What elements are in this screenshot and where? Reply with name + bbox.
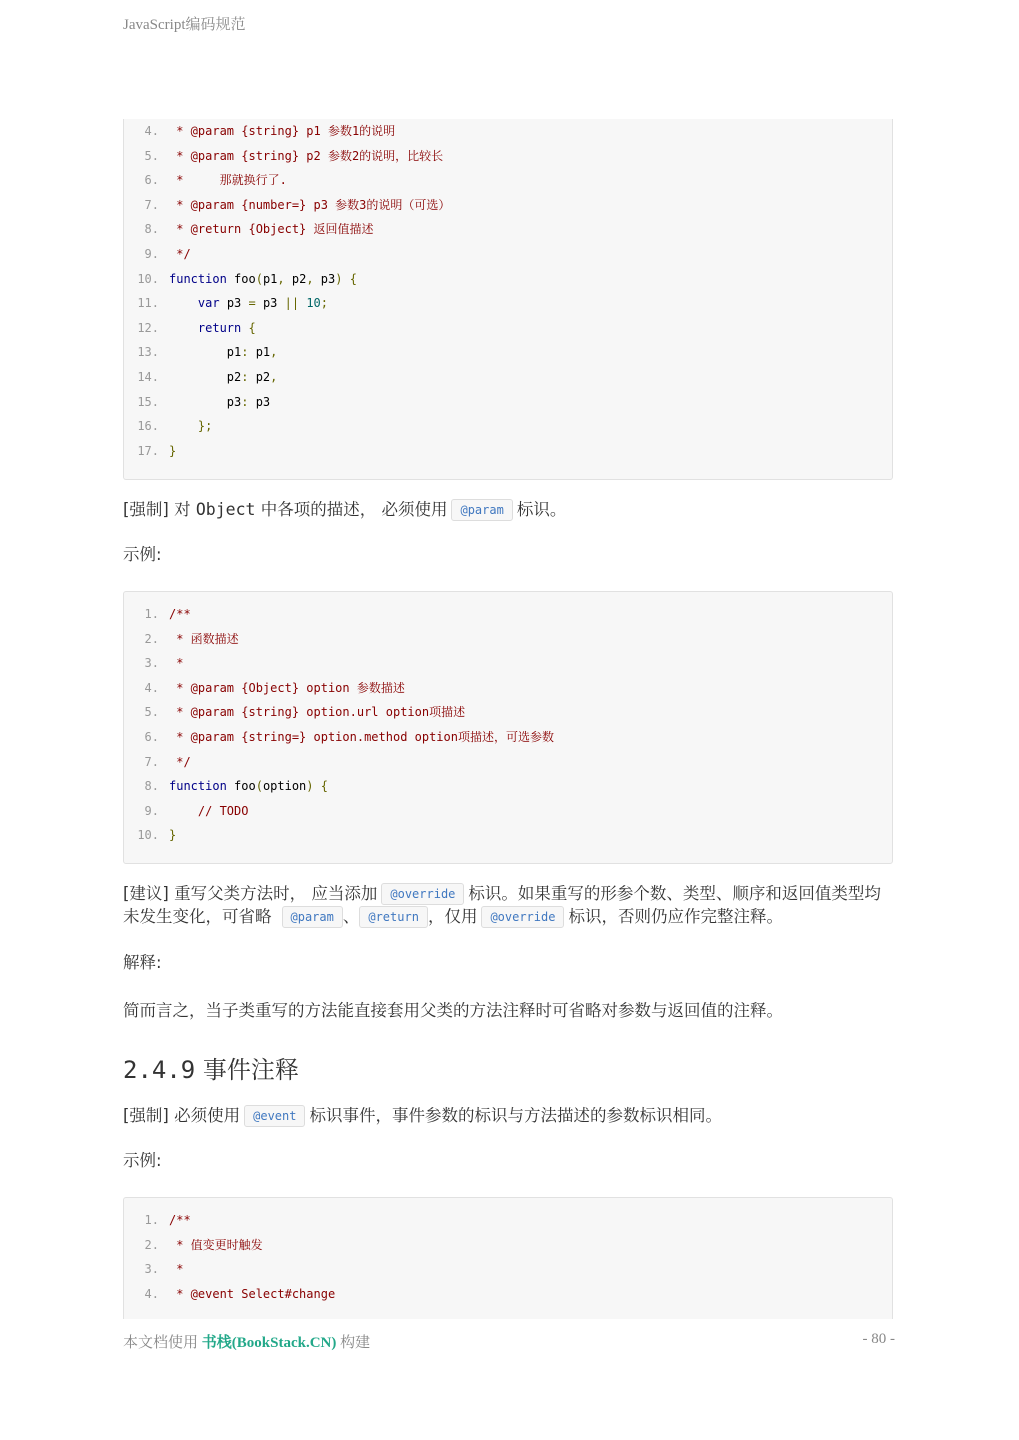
page-header: JavaScript编码规范 [123,17,246,33]
code-token: } [169,828,177,843]
code-text [169,119,395,144]
rule-object-middle: 中各项的描述， 必须使用 [255,500,448,519]
code-token: * 值变更时触发 [169,1237,263,1252]
code-text [169,1208,191,1233]
line-number: 14. [137,369,159,384]
code-text [169,602,191,627]
code-token [241,321,248,335]
code-line [124,774,892,799]
code-token: * @param {string} p1 参数1的说明 [169,124,396,138]
code-token: : [241,369,249,384]
line-number: 4. [144,1286,159,1301]
code-token [169,296,198,310]
code-line [124,1233,892,1258]
code-token: , [270,369,278,384]
param-tag: @param [282,906,343,928]
code-line [124,291,892,316]
code-line [124,414,892,439]
code-line [124,242,892,267]
code-block-event [123,1197,893,1319]
code-token: * [169,656,184,671]
line-number: 9. [144,246,159,261]
line-number: 6. [144,729,159,744]
code-token: } [169,443,177,458]
code-text [169,799,248,824]
code-text [169,291,328,316]
code-token: foo [226,779,256,794]
code-token: || [284,296,300,311]
code-text [169,750,191,775]
code-token: /** [169,1213,191,1227]
line-number: 6. [144,173,159,188]
rule-override [123,882,895,928]
rule-object-word: Object [195,500,256,519]
code-token: * @param {number=} p3 参数3的说明（可选） [169,197,451,212]
code-token: { [248,320,256,335]
override-tag: @override [481,906,564,928]
code-token: ) [335,271,343,286]
footer-suffix: 构建 [336,1335,371,1351]
code-text [169,823,176,848]
line-number: 10. [137,271,159,286]
code-token: */ [169,246,191,261]
code-line [124,700,892,725]
code-token: return [197,320,242,335]
code-token: /** [169,607,191,621]
code-token: p1 [169,345,242,360]
code-token: , [306,271,314,286]
rule-override-suffix: 标识，否则仍应作完整注释。 [568,907,783,926]
code-line [124,1208,892,1233]
code-block-option-param [123,591,893,864]
line-number: 3. [144,656,159,671]
code-text [169,390,270,415]
code-text [169,267,357,292]
code-token: * @param {Object} option 参数描述 [169,680,405,695]
line-number: 4. [144,124,159,138]
code-token: p3 [313,271,336,286]
code-text [169,414,212,439]
code-token [169,419,198,433]
section-title: 事件注释 [202,1056,299,1084]
code-line [124,602,892,627]
code-token: foo [226,271,256,286]
code-token: var [197,296,220,311]
code-token: p2 [284,271,307,286]
code-token: ) [306,779,314,794]
code-token: ; [320,296,329,311]
code-line [124,750,892,775]
rule-object-suffix: 标识。 [516,500,567,519]
code-token: { [349,271,357,286]
return-tag: @return [359,906,428,928]
line-number: 17. [137,443,159,458]
code-line [124,365,892,390]
line-number: 7. [144,197,159,212]
code-token: p1 [248,345,271,360]
line-number: 12. [137,320,159,335]
rule-event [123,1104,895,1127]
code-line [124,316,892,341]
code-text [169,1257,183,1282]
code-text [169,365,277,390]
code-text [169,144,443,169]
code-text [169,1282,335,1307]
code-line [124,1257,892,1282]
rule-override-middle2: ，仅用 [427,907,478,926]
code-text [169,676,405,701]
line-number: 15. [137,394,159,409]
code-text [169,439,176,464]
code-line [124,119,892,144]
code-line [124,799,892,824]
footer-brand-link[interactable]: 书栈(BookStack.CN) [201,1335,337,1351]
section-number: 2.4.9 [123,1056,196,1084]
line-number: 9. [144,803,159,818]
code-token: ( [255,271,263,286]
code-token: function [169,779,227,794]
code-line [124,676,892,701]
code-token: function [169,271,227,286]
code-token: : [241,394,249,409]
code-text [169,193,450,218]
line-number: 8. [144,222,159,237]
code-line [124,651,892,676]
page-footer [123,1331,895,1352]
code-text [169,316,256,341]
override-tag: @override [381,883,464,905]
code-token: : [241,345,249,360]
code-token: * @param {string} p2 参数2的说明，比较长 [169,148,444,163]
code-token: p1 [262,271,278,286]
line-number: 13. [137,345,159,360]
code-token: p3 [248,394,271,409]
page-number: - 80 - [862,1331,895,1347]
code-text [169,700,465,725]
code-token: */ [169,754,191,769]
line-number: 4. [144,680,159,695]
code-text [169,217,374,242]
line-number: 3. [144,1262,159,1277]
code-token: p3 [255,296,285,311]
code-text [169,340,277,365]
code-block-function-params [123,119,893,480]
code-token: * 那就换行了. [169,173,287,188]
code-token: // TODO [197,803,249,818]
code-token: , [270,345,278,360]
example-label: 示例: [123,1151,162,1170]
code-token [169,321,198,335]
code-line [124,725,892,750]
code-token: p3 [169,394,242,409]
rule-override-separator: 、 [342,907,360,926]
line-number: 16. [137,419,159,434]
code-token [314,779,321,793]
code-line [124,340,892,365]
code-token: * 函数描述 [169,631,239,646]
code-line [124,267,892,292]
code-line [124,439,892,464]
line-number: 7. [144,754,159,769]
code-token: { [320,779,328,794]
line-number: 11. [137,296,159,311]
code-token: option [262,779,307,794]
rule-object-param [123,498,895,521]
event-tag: @event [244,1105,305,1127]
code-token: = [248,296,256,311]
code-token: * @param {string=} option.method option项描述，可选参数 [169,729,554,744]
code-text [169,774,328,799]
code-line [124,193,892,218]
code-token: * @return {Object} 返回值描述 [169,222,374,237]
code-text [169,1233,263,1258]
rule-override-prefix: [建议] 重写父类方法时， 应当添加 [123,884,378,903]
line-number: 2. [144,1237,159,1252]
explain-label: 解释: [123,953,162,972]
example-label: 示例: [123,545,162,564]
line-number: 5. [144,148,159,163]
code-line [124,823,892,848]
code-token [169,804,198,818]
code-line [124,217,892,242]
footer-prefix: 本文档使用 [123,1335,202,1351]
code-line [124,390,892,415]
line-number: 2. [144,631,159,646]
code-line [124,144,892,169]
code-token [342,272,349,286]
code-token: * @event Select#change [169,1286,336,1301]
code-token: ( [255,779,263,794]
line-number: 10. [137,828,159,843]
code-text [169,651,183,676]
code-text [169,168,287,193]
line-number: 1. [144,1213,159,1227]
rule-override-middle: 标识。如果重写的形参个数、类型、顺序和返回值类型均未发生变化，可省略 [123,884,881,926]
code-text [169,242,191,267]
line-number: 5. [144,705,159,720]
rule-object-prefix: [强制] 对 [123,500,196,519]
code-token: * [169,1262,184,1277]
explain-text: 简而言之，当子类重写的方法能直接套用父类的方法注释时可省略对参数与返回值的注释。 [123,1001,783,1020]
code-line [124,168,892,193]
code-token: p3 [219,296,249,311]
code-text [169,627,239,652]
code-text [169,725,554,750]
section-heading [123,1050,299,1085]
code-token: * @param {string} option.url option项描述 [169,705,466,720]
code-token: p2 [248,369,271,384]
rule-event-prefix: [强制] 必须使用 [123,1106,241,1125]
code-token: p2 [169,369,242,384]
code-line [124,627,892,652]
rule-event-suffix: 标识事件，事件参数的标识与方法描述的参数标识相同。 [309,1106,722,1125]
line-number: 8. [144,779,159,794]
code-token: , [277,271,285,286]
code-token: 10 [306,296,321,311]
param-tag: @param [451,499,512,521]
code-line [124,1282,892,1307]
line-number: 1. [144,607,159,621]
code-token: }; [197,419,213,434]
